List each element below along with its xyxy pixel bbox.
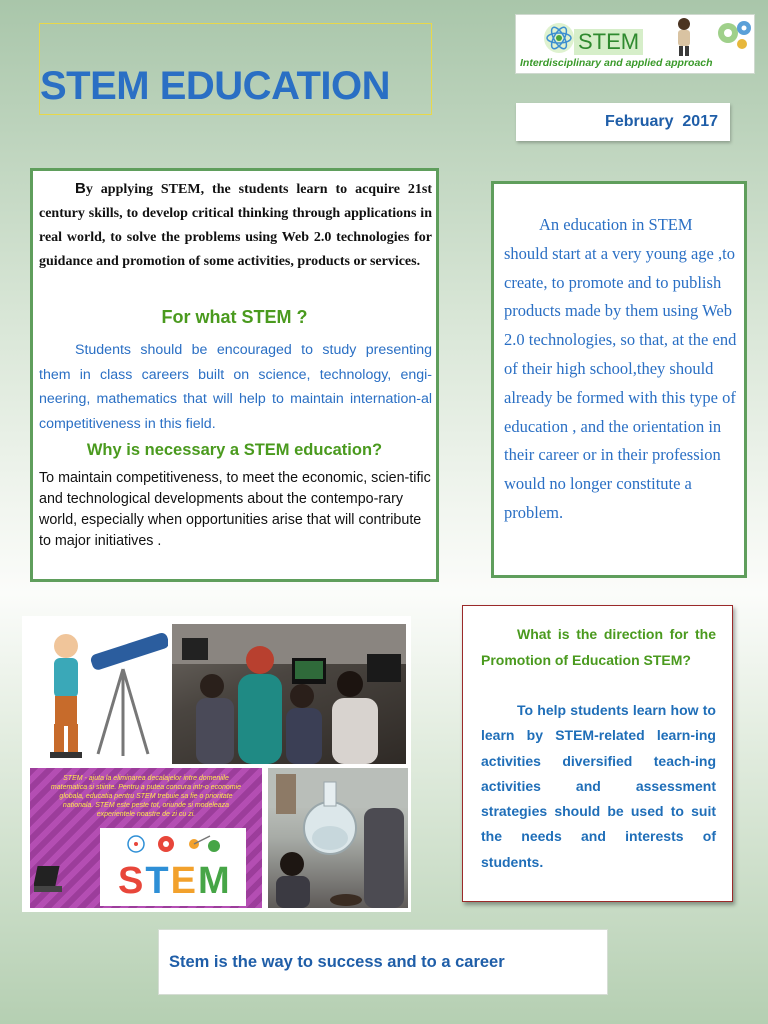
- heading-for-what-stem: For what STEM ?: [161, 307, 308, 327]
- telescope-figure-image: [28, 624, 168, 764]
- direction-answer: To help students learn how to learn by STEM-related learn-ing activities diversified teach-ing activities and assessment strategies should be used to suit the needs and interests of students.: [481, 702, 716, 870]
- poster-stem-logo: STEM: [118, 860, 232, 902]
- issue-date: February 2017: [605, 113, 718, 130]
- flask-experiment-icon: [268, 768, 408, 908]
- telescope-icon: [28, 624, 168, 764]
- teacher-figure-icon: [670, 17, 698, 57]
- science-icons: [126, 830, 226, 860]
- classroom-scene-icon: [172, 624, 406, 764]
- footer-slogan: Stem is the way to success and to a career: [169, 953, 505, 971]
- direction-panel: [462, 605, 733, 902]
- poster-stem-card: [100, 828, 246, 906]
- title-box: [39, 23, 432, 115]
- intro-paragraph: [39, 177, 432, 274]
- logo-stem-word: STEM: [574, 29, 643, 55]
- atom-icon: [542, 21, 576, 55]
- photo-collage: [22, 616, 411, 912]
- chemistry-experiment-photo: [268, 768, 408, 908]
- stem-poster-image: [30, 768, 262, 908]
- logo-tagline: Interdisciplinary and applied approach: [520, 57, 713, 69]
- laptop-icon: [34, 864, 64, 898]
- stem-logo: [515, 14, 755, 74]
- gears-icon: [714, 17, 754, 53]
- intro-drop-cap: B: [75, 180, 86, 197]
- right-article-panel: [491, 181, 747, 578]
- intro-text: y applying STEM, the students learn to acquire 21st century skills, to develop critical thinking through applications in real world, to solve the problems using Web 2.0 technologies for guidance and promotion of some activities, products or services.: [39, 182, 432, 269]
- paragraph-why-stem: To maintain competitiveness, to meet the economic, scien-tific and technological developments about the contempo-rary world, especially when opportunities arise that will contribute to major initiatives .: [39, 470, 431, 549]
- date-box: [516, 103, 730, 141]
- poster-caption: STEM - ajuta la eliminarea decalajelor intre domeniile matematica si stiinte. Pentru a putea concura intr-o economie globala, educatia pentru STEM trebuie sa fie o prioritate nationala. STEM este peste tot, oriunde si modeleaza experientele noastre de zi cu zi.: [50, 775, 242, 818]
- page-title: STEM EDUCATION: [40, 64, 391, 108]
- left-article-panel: [30, 168, 439, 582]
- direction-question: What is the direction for the Promotion of Education STEM?: [481, 626, 716, 668]
- early-education-paragraph: An education in STEM should start at a very young age ,to create, to promote and to publish products made by them using Web 2.0 technologies, so that, at the end of their high school,they should already be formed with this type of education , and the orientation in their career or in their profession would no longer constitute a problem.: [504, 215, 737, 522]
- footer-banner: [158, 929, 608, 995]
- computer-lab-photo: [172, 624, 406, 764]
- paragraph-for-what-stem: Students should be encouraged to study presenting them in class careers built on science, technology, engi-neering, mathematics that will help to maintain internation-al competitiveness in this field.: [39, 342, 432, 432]
- heading-why-stem: Why is necessary a STEM education?: [86, 441, 383, 459]
